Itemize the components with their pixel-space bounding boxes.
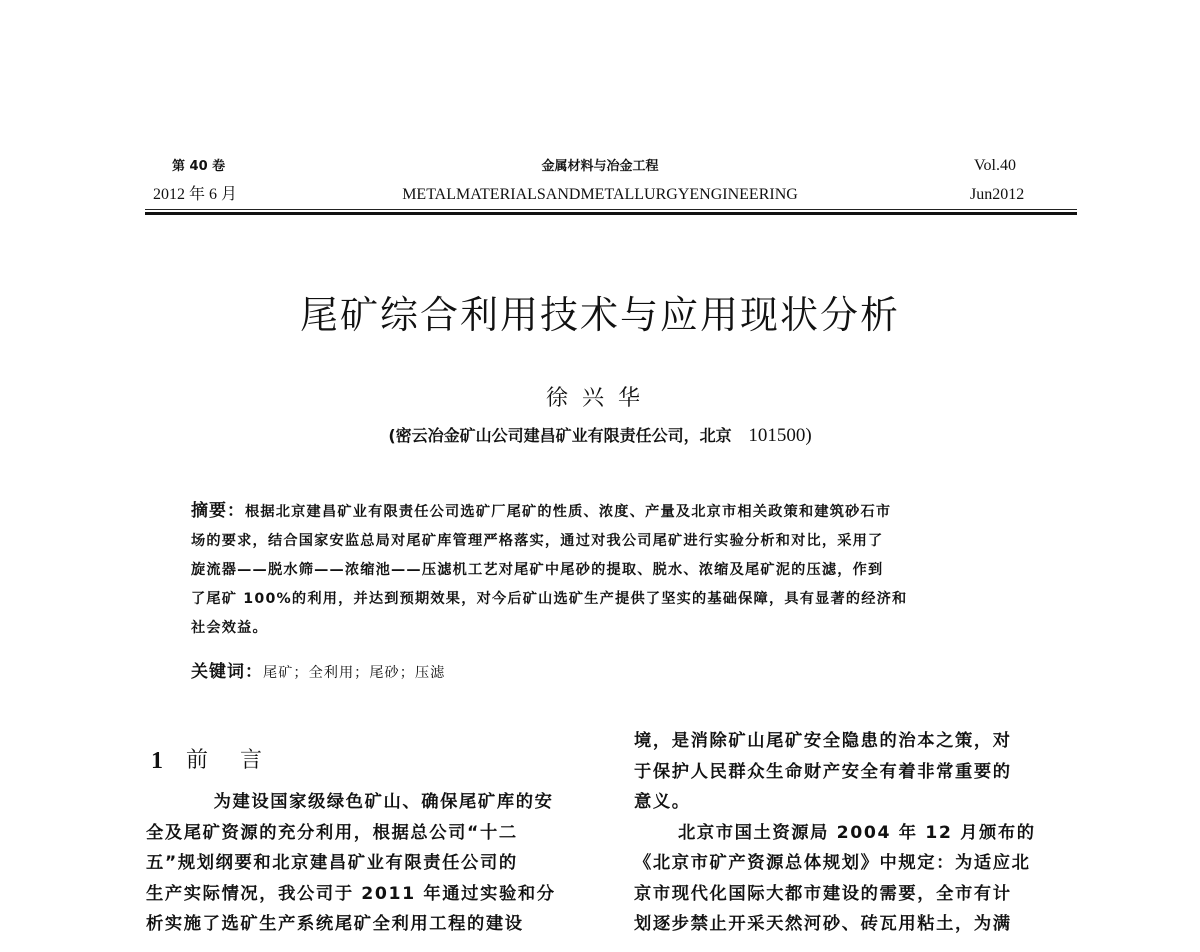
- body-line: 为建设国家级绿色矿山、确保尾矿库的安: [213, 792, 554, 812]
- section-title: 前言: [186, 748, 295, 773]
- keywords-label: 关键词：: [191, 662, 263, 682]
- body-column-left: [146, 787, 586, 940]
- affiliation-postcode: 101500): [748, 425, 812, 446]
- abstract-line: 场的要求，结合国家安监总局对尾矿库管理严格落实，通过对我公司尾矿进行实验分析和对比，采用了: [191, 533, 884, 549]
- journal-name-en: METALMATERIALSANDMETALLURGYENGINEERING: [402, 186, 798, 203]
- body-line: 五”规划纲要和北京建昌矿业有限责任公司的: [146, 853, 518, 873]
- body-line: 境，是消除矿山尾矿安全隐患的治本之策，对: [634, 731, 1012, 751]
- body-line: 于保护人民群众生命财产安全有着非常重要的: [634, 761, 1012, 782]
- paper-title: 尾矿综合利用技术与应用现状分析: [299, 293, 900, 337]
- journal-name-cn: 金属材料与冶金工程: [541, 159, 659, 174]
- abstract-line: 社会效益。: [191, 620, 268, 636]
- affiliation-text: (密云冶金矿山公司建昌矿业有限责任公司，北京: [388, 426, 732, 445]
- header-rule-thick: [145, 212, 1077, 215]
- body-line: 北京市国土资源局 2004 年 12 月颁布的: [678, 822, 1036, 843]
- keywords-list: 尾矿；全利用；尾砂；压滤: [263, 665, 446, 681]
- body-line: 意义。: [634, 792, 691, 812]
- abstract-line: 了尾矿 100%的利用，并达到预期效果，对今后矿山选矿生产提供了坚实的基础保障，具有显著的经济和: [191, 591, 908, 607]
- author-name: 徐兴华: [545, 386, 654, 411]
- body-line: 京市现代化国际大都市建设的需要，全市有计: [634, 883, 1012, 904]
- body-line: 《北京市矿产资源总体规划》中规定：为适应北: [634, 853, 1031, 873]
- body-line: 划逐步禁止开采天然河砂、砖瓦用粘土，为满: [634, 914, 1012, 934]
- abstract-label: 摘要：: [191, 501, 245, 521]
- header-rule-thin: [145, 209, 1077, 210]
- body-line: 全及尾矿资源的充分利用，根据总公司“十二: [146, 822, 518, 843]
- volume-en: Vol.40: [974, 157, 1016, 174]
- issue-date-cn: 2012 年 6 月: [153, 186, 238, 203]
- abstract-line: 旋流器——脱水筛——浓缩池——压滤机工艺对尾矿中尾砂的提取、脱水、浓缩及尾矿泥的压滤，作到: [191, 562, 884, 578]
- body-line: 生产实际情况，我公司于 2011 年通过实验和分: [146, 883, 556, 904]
- abstract: [191, 497, 1031, 643]
- abstract-line: 摘要：根据北京建昌矿业有限责任公司选矿厂尾矿的性质、浓度、产量及北京市相关政策和建筑砂石市: [191, 501, 892, 521]
- body-line: 析实施了选矿生产系统尾矿全利用工程的建设: [146, 914, 524, 934]
- section-number: 1: [151, 748, 163, 774]
- volume-cn: 第 40 卷: [172, 159, 226, 174]
- body-column-right: [634, 726, 1080, 940]
- issue-date-en: Jun2012: [970, 186, 1025, 203]
- author-affiliation: [0, 425, 1200, 447]
- keywords: [191, 659, 445, 686]
